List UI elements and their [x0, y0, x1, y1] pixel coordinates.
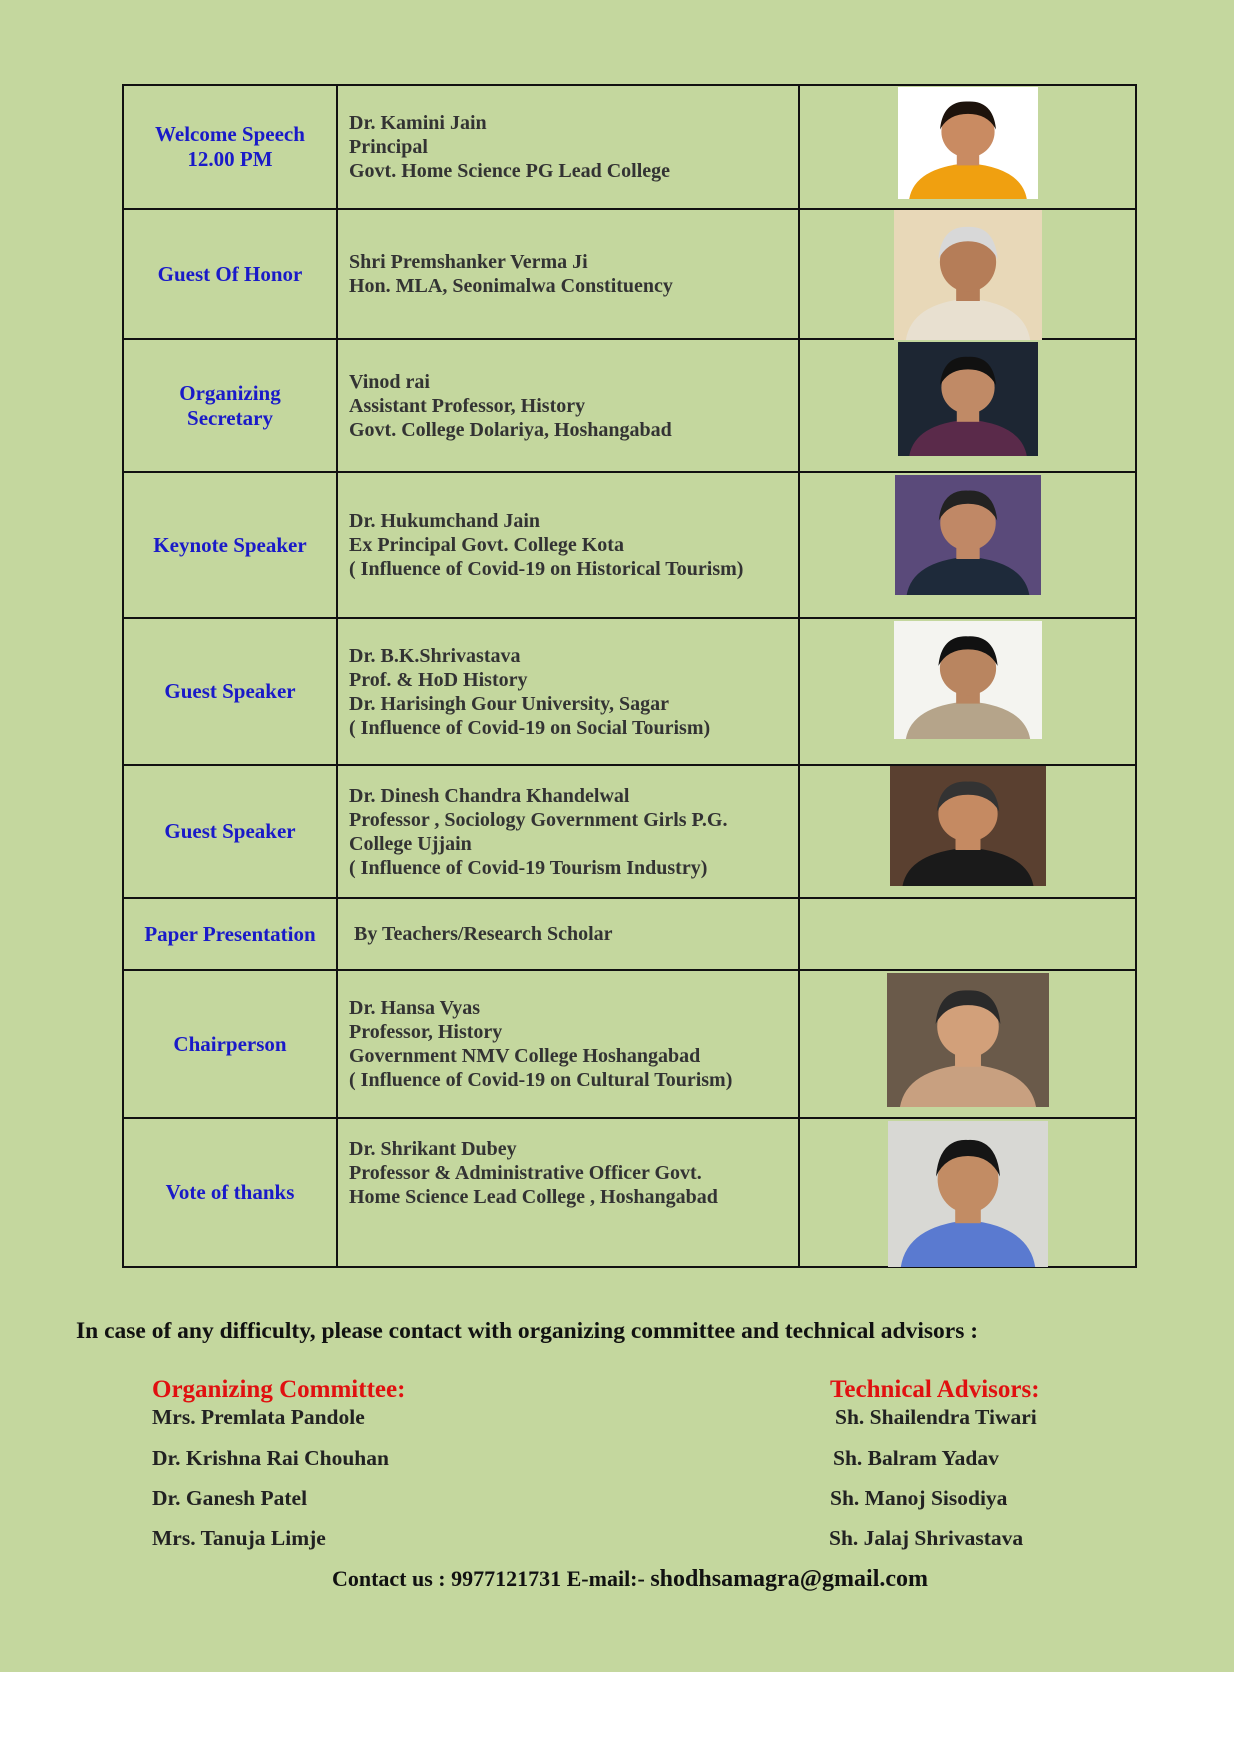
speaker-detail: Prof. & HoD History [349, 668, 528, 691]
speaker-detail: Assistant Professor, History [349, 394, 586, 417]
organizing-committee [152, 1376, 405, 1404]
photo-hansa-vyas [887, 973, 1049, 1107]
photo-premshanker-verma [894, 210, 1042, 340]
speaker-detail: College Ujjain [349, 832, 472, 855]
committee-member: Dr. Ganesh Patel [152, 1486, 308, 1510]
program-row [123, 1118, 1136, 1267]
speaker-info-cell [337, 85, 799, 209]
speaker-name: Shri Premshanker Verma Ji [349, 251, 588, 273]
role-label: Chairperson [173, 1031, 287, 1056]
email-link[interactable]: shodhsamagra@gmail.com [650, 1566, 929, 1592]
photo-kamini-jain [898, 87, 1038, 199]
speaker-detail: Professor, History [349, 1021, 503, 1043]
role-label: Guest Of Honor [157, 261, 303, 286]
speaker-info-cell [337, 1118, 799, 1267]
speaker-detail: Professor , Sociology Government Girls P.G. [349, 808, 728, 831]
role-label: Vote of thanks [165, 1180, 295, 1204]
program-row [123, 970, 1136, 1118]
person-photo-icon [887, 973, 1049, 1107]
person-photo-icon [890, 766, 1046, 886]
speaker-name: Dr. Hansa Vyas [349, 997, 480, 1019]
role-label: Guest Speaker [164, 819, 296, 843]
role-cell [123, 472, 337, 618]
role-cell [123, 1118, 337, 1267]
advisor-member: Sh. Jalaj Shrivastava [829, 1526, 1024, 1550]
person-photo-icon [898, 87, 1038, 199]
speaker-detail: Govt. Home Science PG Lead College [349, 160, 671, 182]
role-label: Welcome Speech 12.00 PM [155, 122, 305, 171]
photo-cell [799, 970, 1136, 1118]
committee-member: Dr. Krishna Rai Chouhan [152, 1446, 389, 1470]
speaker-name: Dr. B.K.Shrivastava [349, 644, 521, 667]
speaker-info-cell [337, 898, 799, 970]
photo-cell [799, 1118, 1136, 1267]
program-row [123, 85, 1136, 209]
speaker-name: By Teachers/Research Scholar [349, 923, 613, 945]
organizing-committee-heading: Organizing Committee: [152, 1376, 406, 1403]
person-photo-icon [895, 475, 1041, 595]
role-label: Paper Presentation [144, 921, 316, 946]
photo-cell [799, 472, 1136, 618]
technical-advisors [830, 1376, 1040, 1404]
program-row [123, 209, 1136, 339]
person-photo-icon [898, 342, 1038, 456]
speaker-detail: Hon. MLA, Seonimalwa Constituency [349, 275, 673, 297]
role-label: Guest Speaker [164, 679, 296, 703]
speaker-name: Dr. Kamini Jain [349, 112, 487, 134]
speaker-detail: Ex Principal Govt. College Kota [349, 534, 624, 556]
photo-hukumchand-jain [895, 475, 1041, 595]
speaker-detail: ( Influence of Covid-19 on Social Tourism) [349, 716, 711, 739]
committee-member: Mrs. Tanuja Limje [152, 1526, 326, 1550]
program-row [123, 339, 1136, 472]
person-photo-icon [894, 210, 1042, 340]
speaker-detail: Government NMV College Hoshangabad [349, 1045, 701, 1067]
speaker-info-cell [337, 472, 799, 618]
role-cell [123, 339, 337, 472]
photo-cell [799, 618, 1136, 765]
photo-cell [799, 85, 1136, 209]
speaker-detail: Home Science Lead College , Hoshangabad [349, 1186, 718, 1208]
photo-cell [799, 209, 1136, 339]
speaker-detail: ( Influence of Covid-19 on Historical Tourism) [349, 558, 744, 580]
technical-advisors-heading: Technical Advisors: [830, 1376, 1040, 1403]
person-photo-icon [888, 1121, 1048, 1267]
footer-contact-label: Contact us : 9977121731 E-mail:- [331, 1566, 651, 1591]
advisor-member: Sh. Balram Yadav [833, 1446, 999, 1470]
program-row [123, 898, 1136, 970]
photo-shrikant-dubey [888, 1121, 1048, 1267]
advisor-member: Sh. Manoj Sisodiya [830, 1486, 1008, 1510]
speaker-info-cell [337, 209, 799, 339]
program-table-body [123, 85, 1136, 1267]
speaker-detail: ( Influence of Covid-19 on Cultural Tourism) [349, 1069, 733, 1091]
committee-member: Mrs. Premlata Pandole [152, 1405, 365, 1429]
speaker-info-cell [337, 970, 799, 1118]
role-cell [123, 85, 337, 209]
role-cell [123, 765, 337, 898]
role-cell [123, 618, 337, 765]
photo-dinesh-khandelwal [890, 766, 1046, 886]
speaker-name: Dr. Dinesh Chandra Khandelwal [349, 784, 630, 807]
speaker-detail: Govt. College Dolariya, Hoshangabad [349, 418, 672, 441]
person-photo-icon [894, 621, 1042, 739]
footer-contact [0, 1566, 1241, 1593]
advisor-member: Sh. Shailendra Tiwari [835, 1405, 1037, 1429]
speaker-info-cell [337, 339, 799, 472]
role-cell [123, 898, 337, 970]
photo-cell [799, 339, 1136, 472]
contact-note: In case of any difficulty, please contact with organizing committee and technical advisors : [76, 1318, 979, 1344]
role-cell [123, 209, 337, 339]
photo-bk-shrivastava [894, 621, 1042, 739]
role-label: Keynote Speaker [153, 532, 307, 557]
speaker-detail: Professor & Administrative Officer Govt. [349, 1162, 702, 1184]
photo-cell [799, 765, 1136, 898]
speaker-name: Dr. Hukumchand Jain [349, 510, 540, 532]
program-row [123, 765, 1136, 898]
program-table [122, 84, 1137, 1268]
speaker-info-cell [337, 765, 799, 898]
speaker-detail: Principal [349, 136, 428, 158]
speaker-info-cell [337, 618, 799, 765]
speaker-detail: Dr. Harisingh Gour University, Sagar [349, 692, 670, 715]
speaker-name: Vinod rai [349, 370, 430, 393]
program-row [123, 618, 1136, 765]
speaker-name: Dr. Shrikant Dubey [349, 1138, 517, 1160]
role-cell [123, 970, 337, 1118]
photo-cell [799, 898, 1136, 970]
speaker-detail: ( Influence of Covid-19 Tourism Industry) [349, 856, 708, 879]
program-row [123, 472, 1136, 618]
role-label: Organizing Secretary [179, 380, 281, 430]
photo-vinod-rai [898, 342, 1038, 456]
